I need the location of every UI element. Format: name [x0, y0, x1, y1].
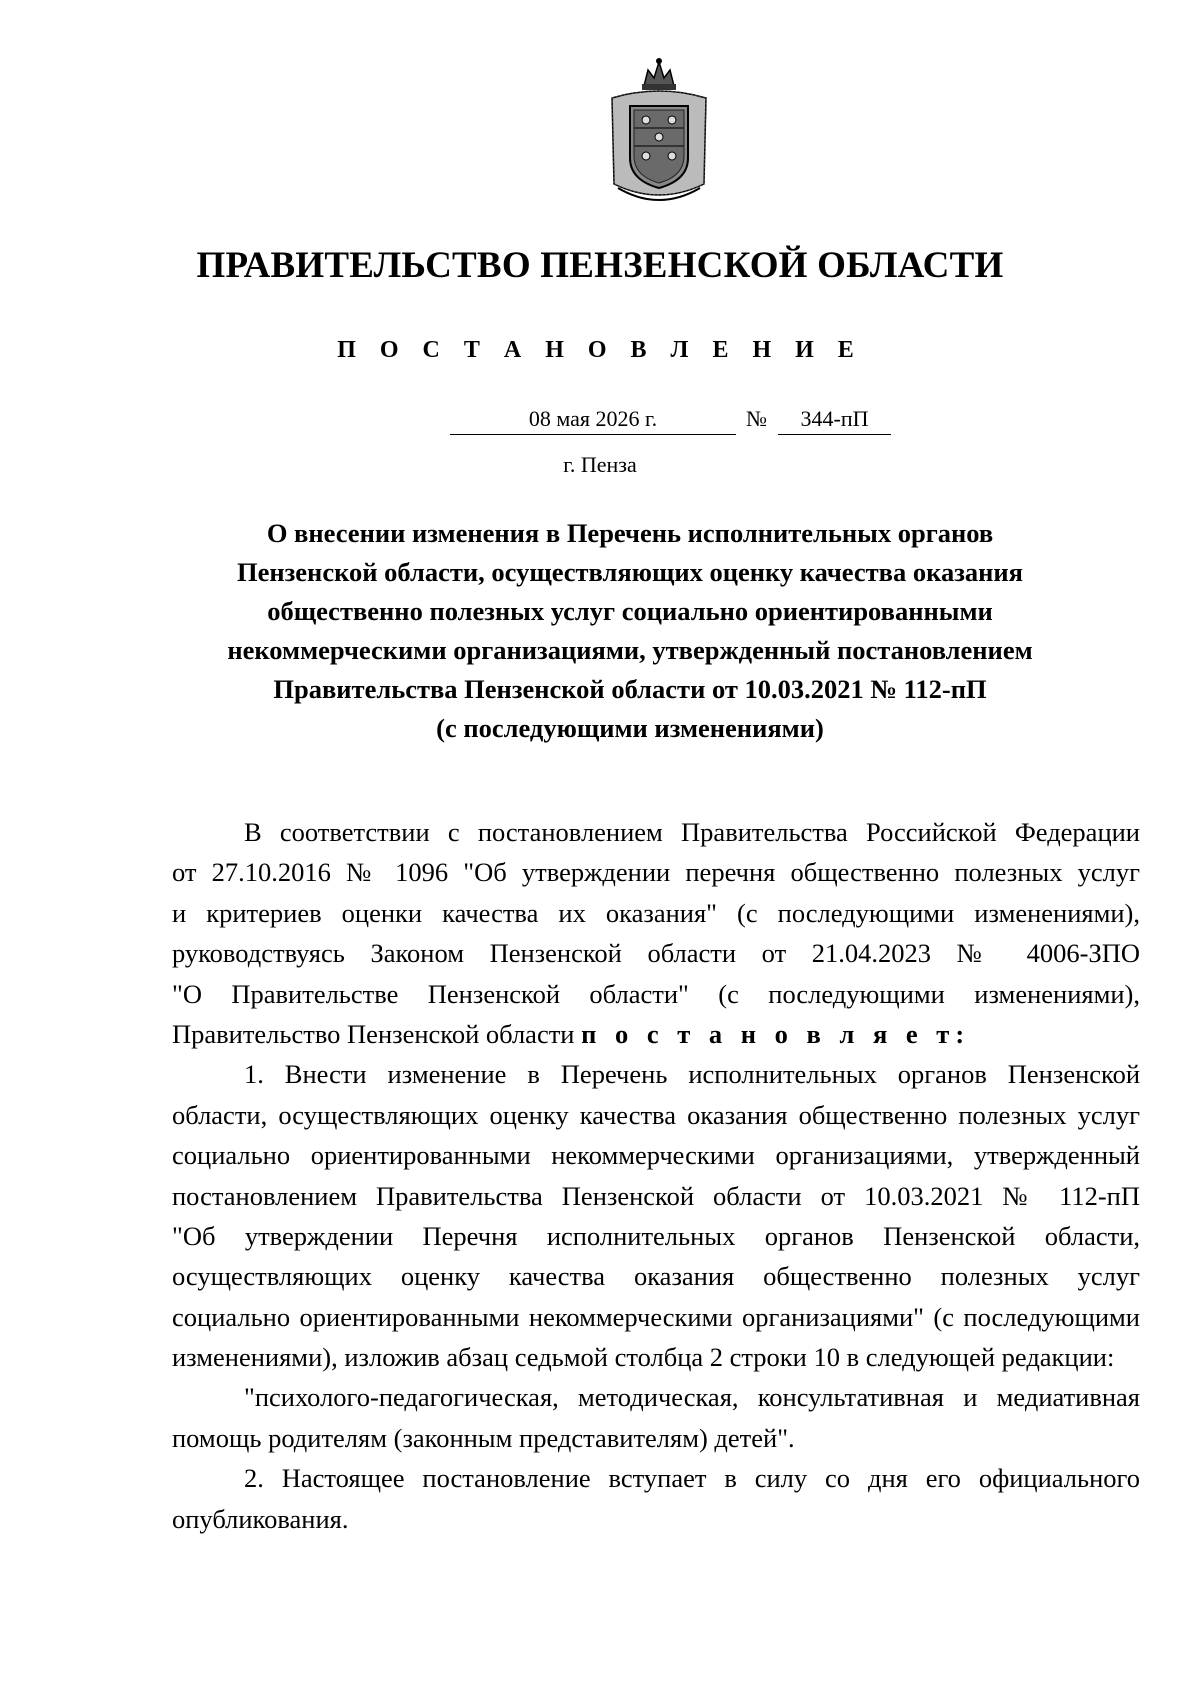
preamble-prefix: Правительство Пензенской области	[172, 1018, 582, 1049]
item1-line: 1. Внести изменение в Перечень исполнительных органов Пензенской	[244, 1059, 1140, 1090]
item2-line: опубликования.	[172, 1503, 349, 1534]
preamble-line: руководствуясь Законом Пензенской области от 21.04.2023 № 4006-ЗПО	[172, 938, 1140, 969]
item1-line: постановлением Правительства Пензенской области от 10.03.2021 № 112-пП	[172, 1180, 1140, 1211]
heading-line: общественно полезных услуг социально ориентированными	[267, 596, 993, 626]
issue-city: г. Пенза	[563, 452, 637, 477]
document-type: П О С Т А Н О В Л Е Н И Е	[337, 337, 863, 363]
document-date: 08 мая 2026 г.	[450, 404, 736, 435]
item1-line: осуществляющих оценку качества оказания общественно полезных услуг	[172, 1261, 1140, 1292]
heading-line: Пензенской области, осуществляющих оценку качества оказания	[237, 557, 1023, 587]
document-heading	[170, 514, 1090, 748]
item1-line: социально ориентированными некоммерческими организациями" (с последующими	[172, 1301, 1140, 1332]
preamble-line: В соответствии с постановлением Правительства Российской Федерации	[244, 817, 1140, 847]
preamble-line: и критериев оценки качества их оказания" (с последующими изменениями),	[172, 897, 1140, 928]
preamble-final-line	[172, 1014, 1140, 1054]
quote-line: помощь родителям (законным представителям) детей".	[172, 1422, 795, 1453]
preamble-line: от 27.10.2016 № 1096 "Об утверждении перечня общественно полезных услуг	[172, 857, 1140, 888]
coat-of-arms-emblem	[604, 56, 714, 208]
item1-line: изменениями), изложив абзац седьмой столбца 2 строки 10 в следующей редакции:	[172, 1342, 1115, 1373]
resolves-word: п о с т а н о в л я е т:	[581, 1018, 971, 1049]
number-sign: №	[746, 406, 767, 431]
heading-line: некоммерческими организациями, утвержденный постановлением	[227, 635, 1033, 665]
item2-line: 2. Настоящее постановление вступает в силу со дня его официального	[244, 1463, 1140, 1494]
item1-line: "Об утверждении Перечня исполнительных органов Пензенской области,	[172, 1220, 1140, 1251]
item1-line: области, осуществляющих оценку качества оказания общественно полезных услуг	[172, 1099, 1140, 1130]
government-title: ПРАВИТЕЛЬСТВО ПЕНЗЕНСКОЙ ОБЛАСТИ	[196, 245, 1004, 286]
quote-line: "психолого-педагогическая, методическая, консультативная и медиативная	[244, 1382, 1140, 1413]
heading-line: О внесении изменения в Перечень исполнительных органов	[266, 518, 994, 548]
preamble-line: "О Правительстве Пензенской области" (с последующими изменениями),	[172, 978, 1140, 1009]
document-body	[172, 812, 1140, 1539]
item1-line: социально ориентированными некоммерческими организациями, утвержденный	[172, 1140, 1140, 1171]
document-number: 344-пП	[778, 404, 891, 435]
heading-line: Правительства Пензенской области от 10.03.2021 № 112-пП	[273, 674, 987, 704]
heading-line: (с последующими изменениями)	[436, 713, 824, 743]
